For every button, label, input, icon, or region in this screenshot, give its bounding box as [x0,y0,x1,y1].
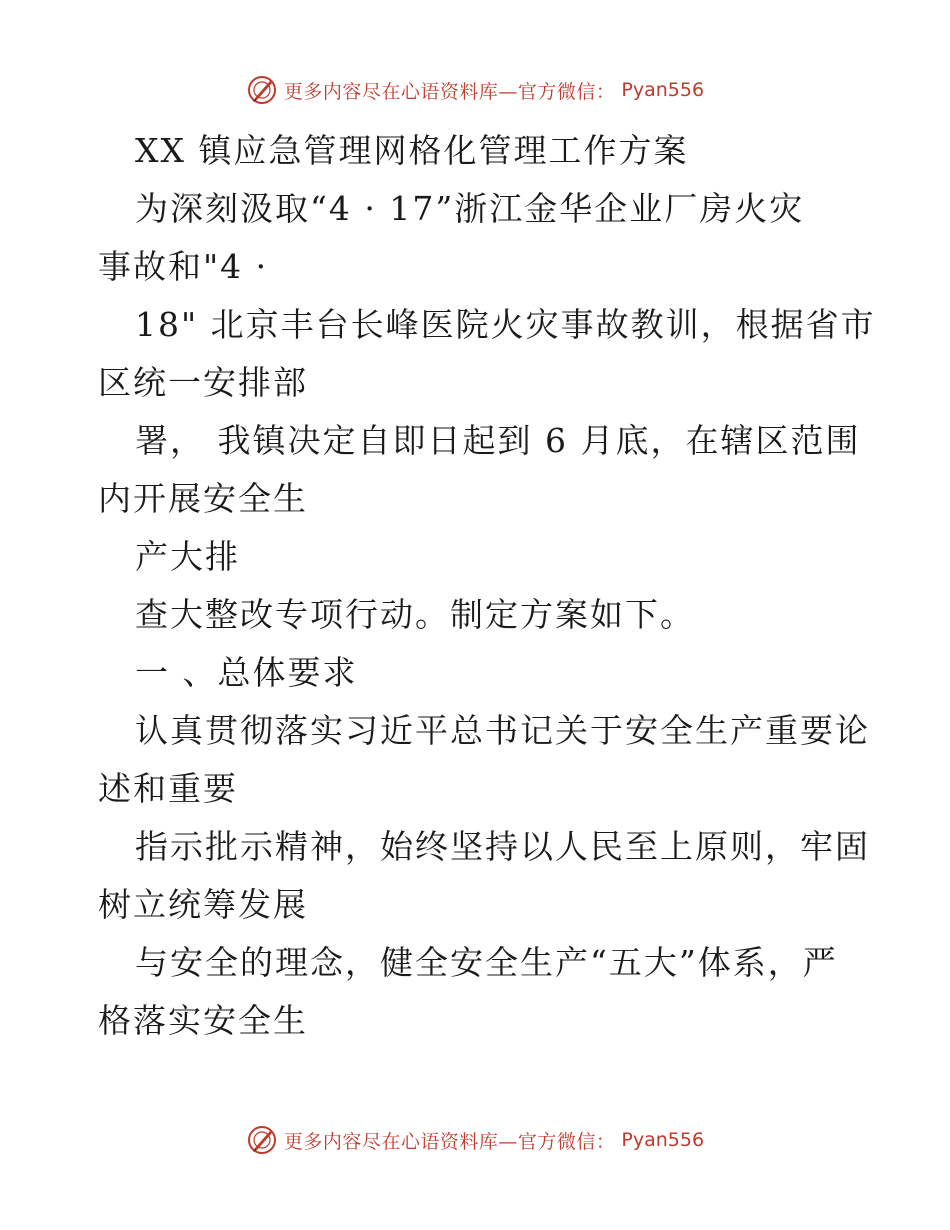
document-line: 为深刻汲取“4 · 17”浙江金华企业厂房火灾 [135,189,805,228]
header-watermark-inner [246,74,704,106]
document-body [98,122,876,1050]
document-line: 署， 我镇决定自即日起到 6 月底，在辖区范围 [135,421,861,460]
document-line: XX 镇应急管理网格化管理工作方案 [135,131,689,170]
document-line: 事故和"4 · [98,247,269,286]
footer-wechat-id: Pyan556 [621,1129,705,1151]
pen-circle-logo-icon [246,1124,278,1156]
document-line: 与安全的理念，健全安全生产“五大”体系，严 [135,943,838,982]
footer-watermark-inner [246,1124,704,1156]
document-line: 查大整改专项行动。制定方案如下。 [135,595,695,634]
document-line: 认真贯彻落实习近平总书记关于安全生产重要论 [135,711,870,750]
footer-watermark-text: 更多内容尽在心语资料库—官方微信： [283,1130,616,1153]
document-line: 一 、总体要求 [135,653,358,692]
document-line: 产大排 [135,537,240,576]
document-line: 区统一安排部 [98,363,308,402]
footer-watermark [0,1120,950,1160]
header-watermark-text: 更多内容尽在心语资料库—官方微信： [283,80,616,103]
header-wechat-id: Pyan556 [621,79,705,101]
document-line: 述和重要 [98,769,238,808]
document-line: 18" 北京丰台长峰医院火灾事故教训，根据省市 [135,305,876,344]
header-watermark [0,70,950,110]
document-line: 内开展安全生 [98,479,308,518]
pen-circle-logo-icon [246,74,278,106]
document-line: 格落实安全生 [98,1001,308,1040]
document-line: 指示批示精神，始终坚持以人民至上原则，牢固 [135,827,870,866]
document-line: 树立统筹发展 [98,885,308,924]
